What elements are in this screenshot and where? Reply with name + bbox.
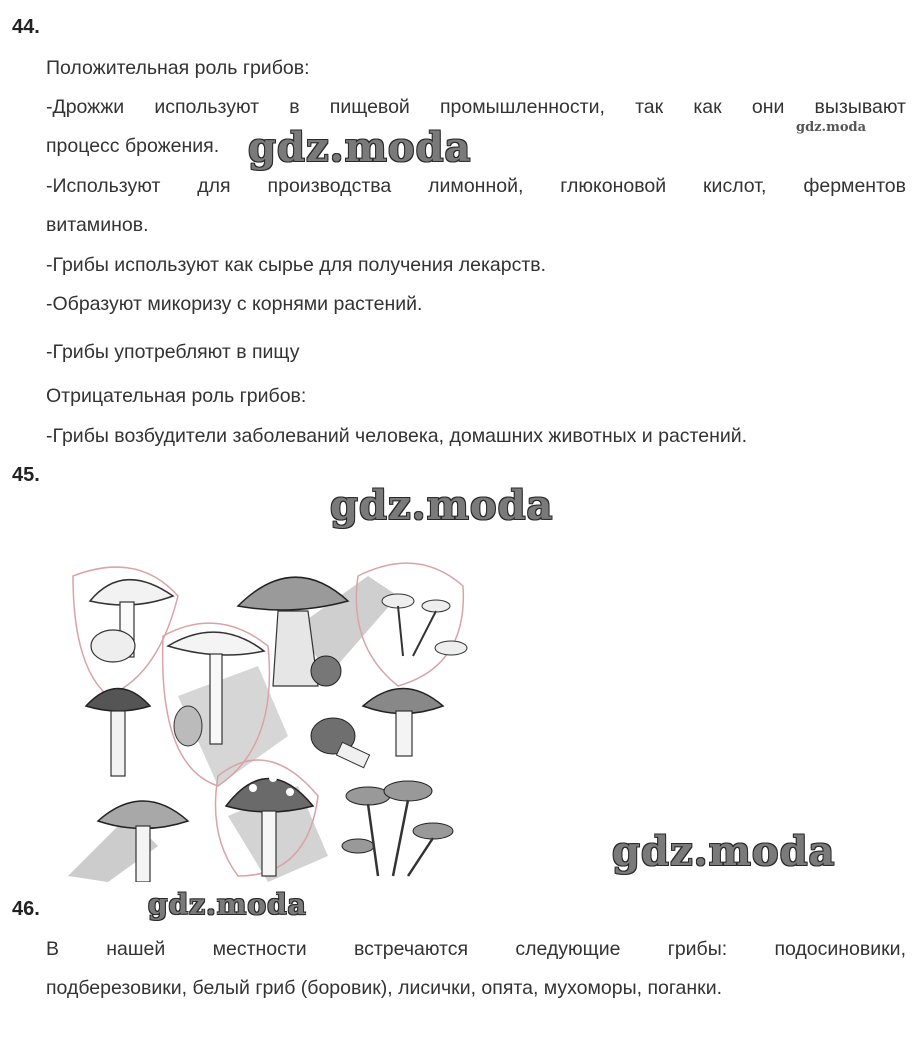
task-number-46: 46. [12,898,40,920]
disease-line: -Грибы возбудители заболеваний человека, домашних животных и растений. [46,425,748,447]
food-line: -Грибы употребляют в пищу [46,341,300,363]
mushrooms-illustration [68,556,470,882]
mycorrhiza-line: -Образуют микоризу с корнями растений. [46,293,423,315]
task-number-44: 44. [12,16,40,38]
watermark-2: gdz.moda [330,482,554,529]
positive-role-heading: Положительная роль грибов: [46,57,310,79]
yeast-line-1: -Дрожжи используют в пищевой промышленности, так как они вызывают [46,96,906,118]
acids-line-1: -Используют для производства лимонной, глюконовой кислот, ферментов [46,175,906,197]
local-mushrooms-line-2: подберезовики, белый гриб (боровик), лисички, опята, мухоморы, поганки. [46,977,723,999]
yeast-line-2: процесс брожения. [46,135,220,157]
acids-line-2: витаминов. [46,214,149,236]
watermark-small: gdz.moda [796,120,867,135]
watermark-3: gdz.moda [612,828,836,875]
watermark-4: gdz.moda [148,888,307,921]
local-mushrooms-line-1: В нашей местности встречаются следующие грибы: подосиновики, [46,938,906,960]
task-number-45: 45. [12,464,40,486]
watermark-1: gdz.moda [248,124,472,171]
medicine-line: -Грибы используют как сырье для получения лекарств. [46,254,547,276]
negative-role-heading: Отрицательная роль грибов: [46,385,307,407]
